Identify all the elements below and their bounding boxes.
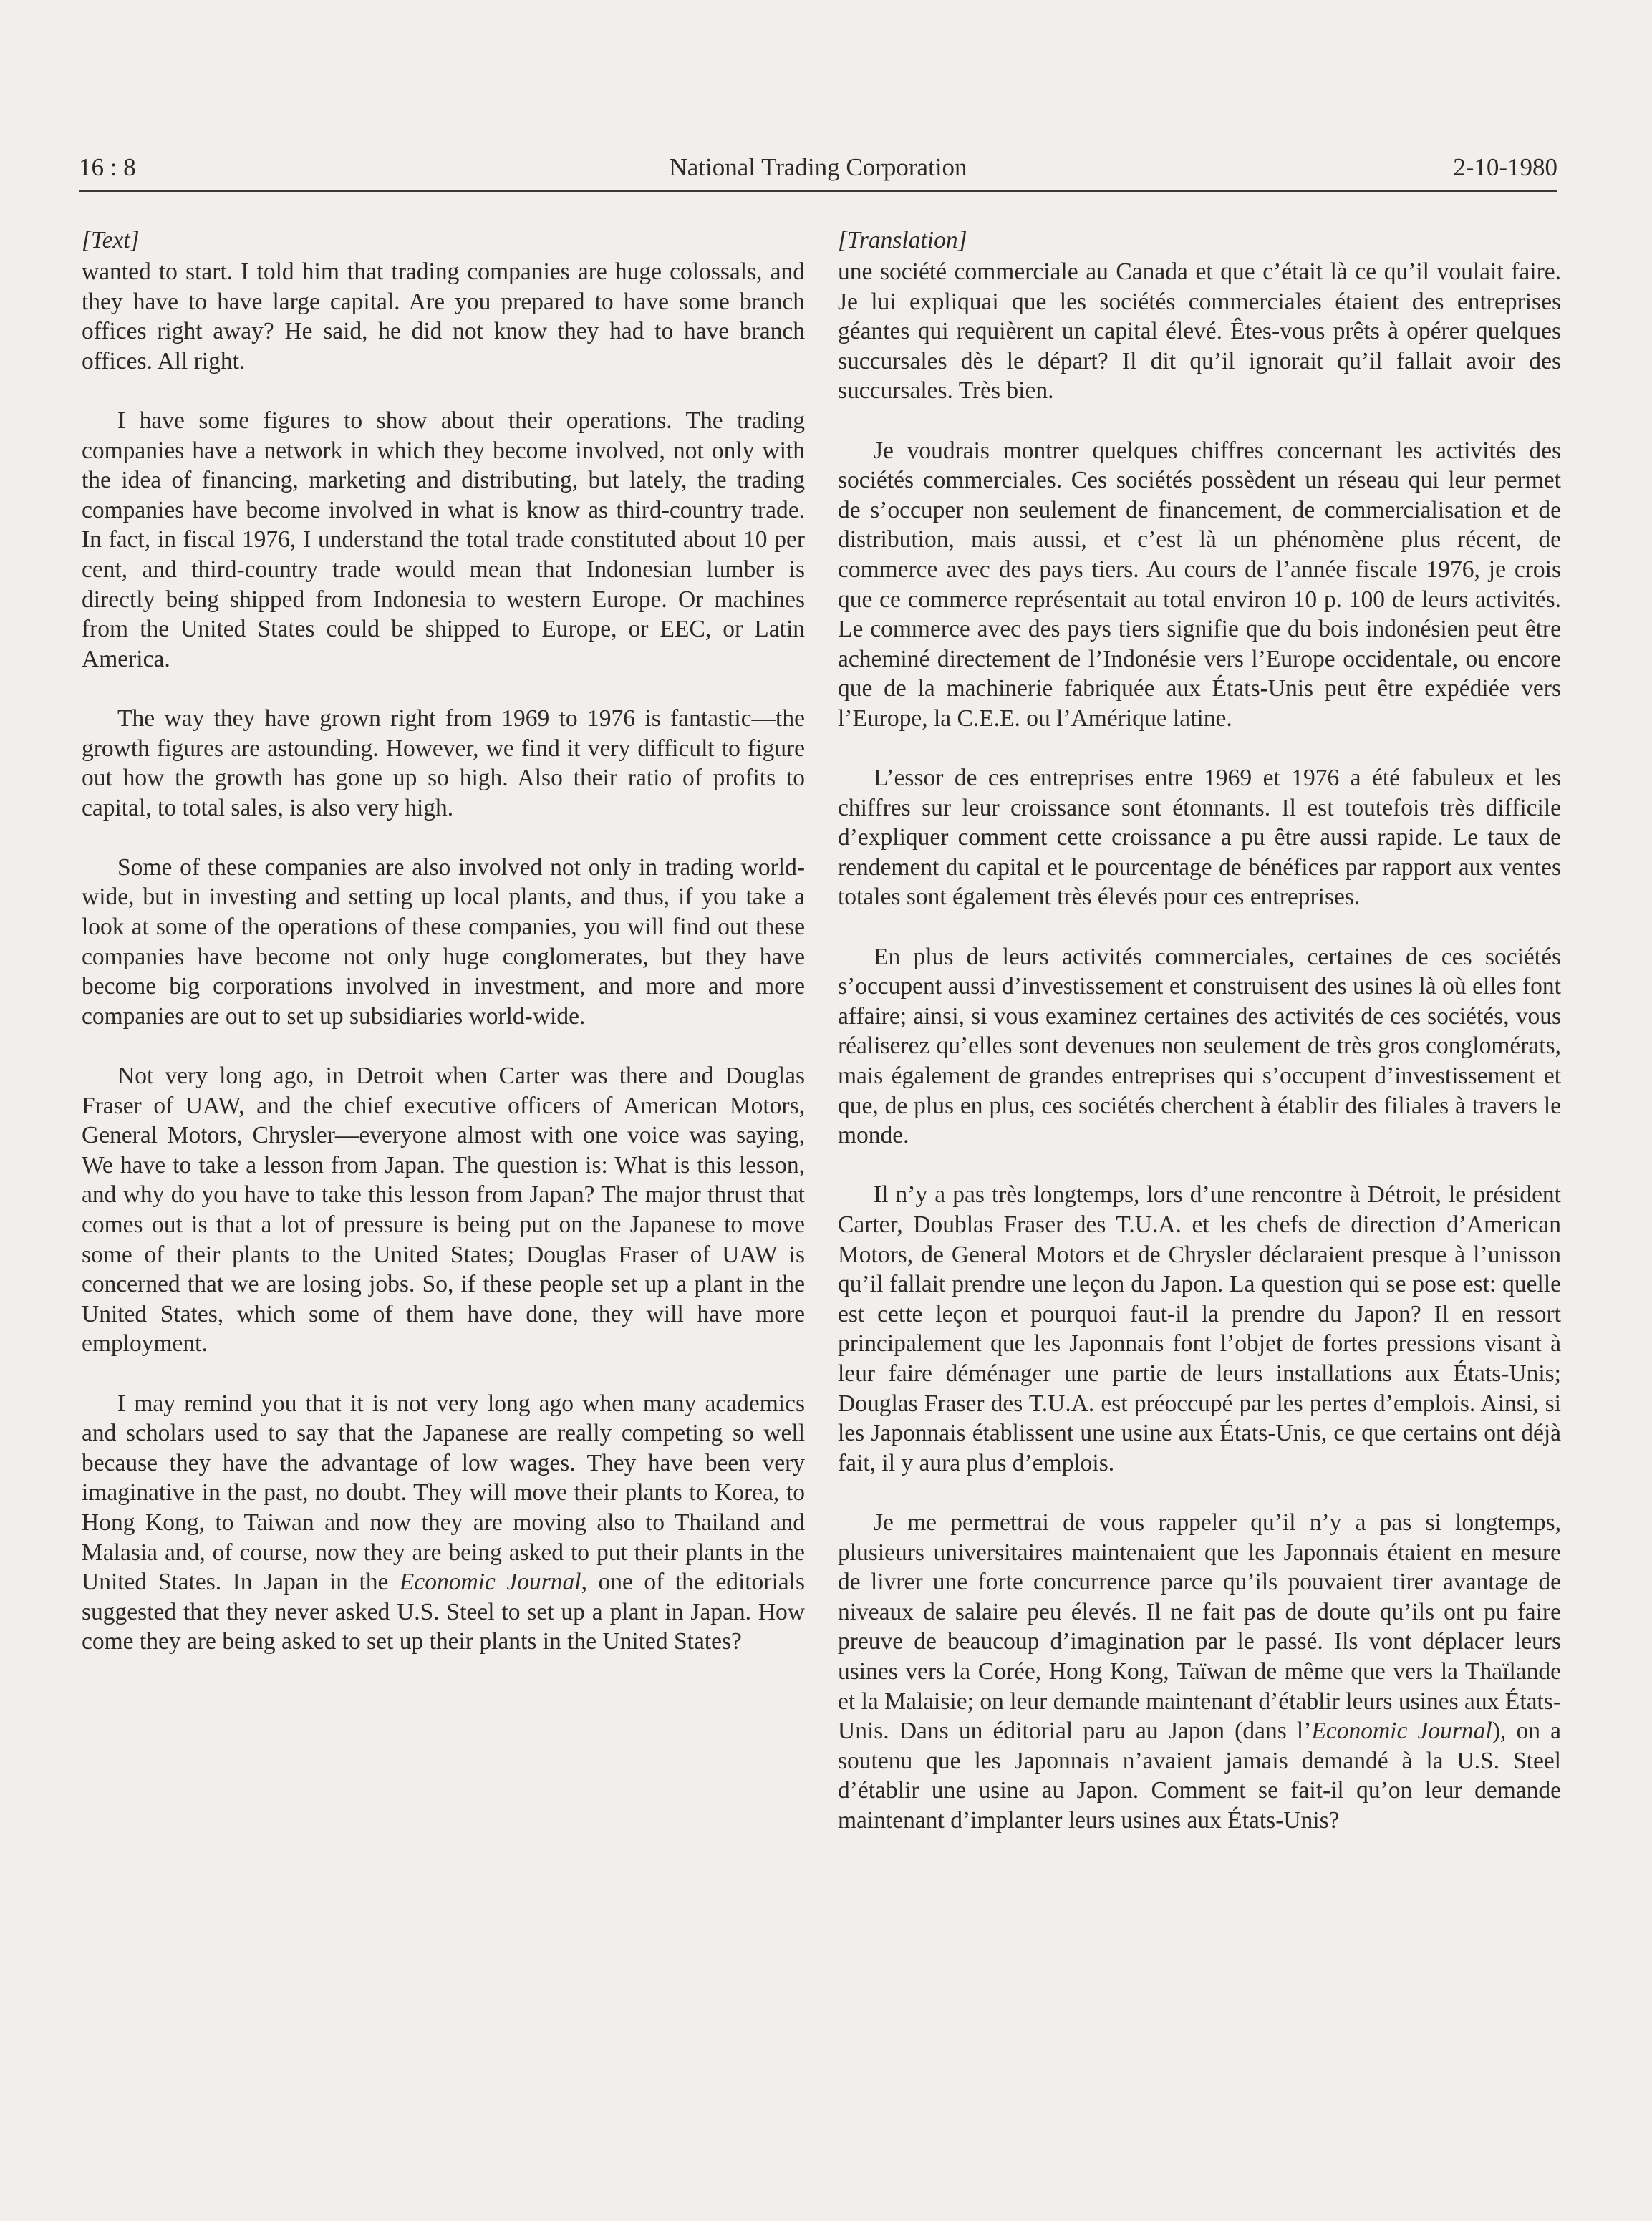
french-translation-column — [838, 226, 1561, 1865]
journal-title: Economic Journal — [399, 1569, 581, 1596]
paragraph — [838, 1508, 1561, 1836]
column-label: [Text] — [82, 227, 140, 253]
paragraph: wanted to start. I told him that trading companies are huge colossals, and they have to have large capital. Are you prepared to have some branch offices right away? He said, he did not know they had to have branch offices. All right. — [82, 258, 805, 374]
column-label-text: Translation — [847, 227, 958, 253]
paragraph: I have some figures to show about their operations. The trading companies have a network in which they become involved, not only with the idea of financing, marketing and distributing, but lately, the trading companies have become involved in what is know as third-country trade. In fact, in fiscal 1976, I understand the total trade constituted about 10 per cent, and third-country trade would mean that Indonesian lumber is directly being shipped from Indonesia to western Europe. Or machines from the United States could be shipped to Europe, or EEC, or Latin America. — [82, 407, 805, 672]
paragraph-text: Je me permettrai de vous rappeler qu’il n’y a pas si longtemps, plusieurs universitaires maintenaient que les Japonnais étaient en mesure de livrer une forte concurrence parce qu’ils pouvaient tirer avantage de niveaux de salaire peu élevés. Il ne fait pas de doute qu’ils ont pu faire preuve de beaucoup d’imagination par le passé. Ils vont déplacer leurs usines vers la Corée, Hong Kong, Taïwan de même que vers la Thaïlande et la Malaisie; on leur demande maintenant d’établir leurs usines aux États-Unis. Dans un éditorial paru au Japon (dans l’ — [838, 1509, 1561, 1745]
page-number: 16 : 8 — [79, 153, 136, 181]
paragraph: L’essor de ces entreprises entre 1969 et 1976 a été fabuleux et les chiffres sur leur croissance sont étonnants. Il est toutefois très difficile d’expliquer comment cette croissance a pu être aussi rapide. Le taux de rendement du capital et le pourcentage de bénéfices par rapport aux ventes totales sont également très élevés pour ces entreprises. — [838, 765, 1561, 911]
paragraph: Je voudrais montrer quelques chiffres concernant les activités des sociétés commerciales. Ces sociétés possèdent un réseau qui leur permet de s’occuper non seulement de financement, de commercialisation et de distribution, mais aussi, et c’est là un phénomène plus récent, de commerce avec des pays tiers. Au cours de l’année fiscale 1976, je crois que ce commerce représentait au total environ 10 p. 100 de leurs activités. Le commerce avec des pays tiers signifie que du bois indonésien peut être acheminé directement de l’Indonésie vers l’Europe occidentale, ou encore que de la machinerie fabriquée aux États-Unis peut être expédiée vers l’Europe, la C.E.E. ou l’Amérique latine. — [838, 437, 1561, 732]
column-label: [Translation] — [838, 227, 967, 253]
paragraph-text: , one of the editorials suggested that they never asked U.S. Steel to set up a plant in Japan. How come they are being asked to set up their plants in the United States? — [82, 1569, 805, 1655]
document-title: National Trading Corporation — [669, 153, 967, 181]
page-header — [79, 147, 1557, 190]
paragraph: Il n’y a pas très longtemps, lors d’une rencontre à Détroit, le président Carter, Doublas Fraser des T.U.A. et les chefs de direction d’American Motors, de General Motors et de Chrysler déclaraient presque à l’unisson qu’il fallait prendre une leçon du Japon. La question qui se pose est: quelle est cette leçon et pourquoi faut-il la prendre du Japon? Il en ressort principalement que les Japonnais font l’objet de fortes pressions visant à leur faire déménager une partie de leurs installations aux États-Unis; Douglas Fraser des T.U.A. est préoccupé par les pertes d’emplois. Ainsi, si les Japonnais établissent une usine aux États-Unis, ce que certains ont déjà fait, il y aura plus d’emplois. — [838, 1181, 1561, 1476]
paragraph: The way they have grown right from 1969 to 1976 is fantastic—the growth figures are astounding. However, we find it very difficult to figure out how the growth has gone up so high. Also their ratio of profits to capital, to total sales, is also very high. — [82, 705, 805, 821]
header-rule — [79, 190, 1557, 192]
journal-title: Economic Journal — [1311, 1718, 1492, 1745]
document-date: 2-10-1980 — [1453, 153, 1557, 181]
paragraph: Some of these companies are also involved not only in trading world-wide, but in investing and setting up local plants, and thus, if you take a look at some of the operations of these companies, you will find out these companies have become not only huge conglomerates, but they have become big corporations involved in investment, and more and more companies are out to set up subsidiaries world-wide. — [82, 853, 805, 1030]
paragraph-text: I may remind you that it is not very long ago when many academics and scholars used to say that the Japanese are really competing so well because they have the advantage of low wages. They have been very imaginative in the past, no doubt. They will move their plants to Korea, to Hong Kong, to Taiwan and now they are moving also to Thailand and Malasia and, of course, now they are being asked to put their plants in the United States. In Japan in the — [82, 1390, 805, 1596]
paragraph: une société commerciale au Canada et que c’était là ce qu’il voulait faire. Je lui expliquai que les sociétés commerciales étaient des entreprises géantes qui requièrent un capital élevé. Êtes-vous prêts à opérer quelques succursales dès le départ? Il dit qu’il ignorait qu’il fallait avoir des succursales. Très bien. — [838, 258, 1561, 405]
paragraph — [82, 1389, 805, 1657]
english-text-column — [82, 226, 805, 1687]
paragraph: En plus de leurs activités commerciales, certaines de ces sociétés s’occupent aussi d’investissement et construisent des usines là où elles font affaire; ainsi, si vous examinez certaines des activités de ces sociétés, vous réaliserez qu’elles sont devenues non seulement de très gros conglomérats, mais également de grandes entreprises qui s’occupent d’investissement et que, de plus en plus, ces sociétés cherchent à établir des filiales à travers le monde. — [838, 943, 1561, 1149]
column-label-text: Text — [91, 227, 130, 253]
paragraph-text: ), on a soutenu que les Japonnais n’avaient jamais demandé à la U.S. Steel d’établir une usine au Japon. Comment se fait-il qu’on leur demande maintenant d’implanter leurs usines aux États-Unis? — [838, 1718, 1561, 1834]
paragraph: Not very long ago, in Detroit when Carter was there and Douglas Fraser of UAW, and the chief executive officers of American Motors, General Motors, Chrysler—everyone almost with one voice was saying, We have to take a lesson from Japan. The question is: What is this lesson, and why do you have to take this lesson from Japan? The major thrust that comes out is that a lot of pressure is being put on the Japanese to move some of their plants to the United States; Douglas Fraser of UAW is concerned that we are losing jobs. So, if these people set up a plant in the United States, which some of them have done, they will have more employment. — [82, 1063, 805, 1358]
